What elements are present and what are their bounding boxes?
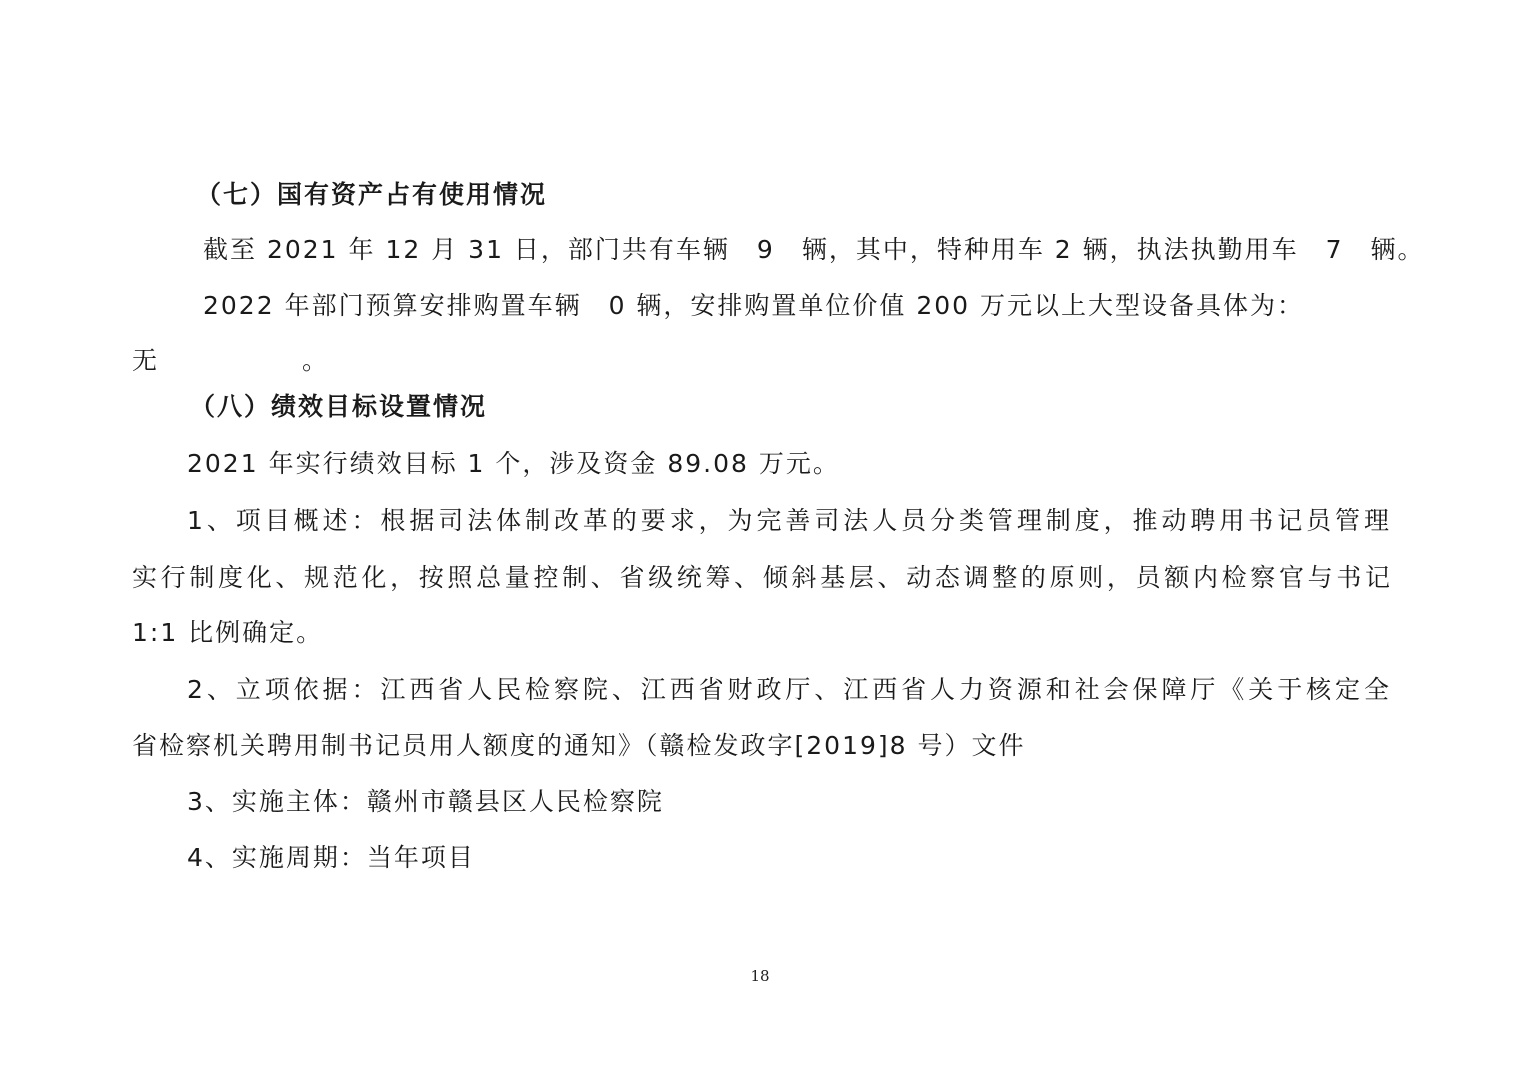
vehicle-count-text: 截至 2021 年 12 月 31 日，部门共有车辆 9 辆，其中，特种用车 2 辆，执法执勤用车 7 辆。 <box>203 235 1425 264</box>
section-8-heading: （八）绩效目标设置情况 <box>190 392 488 421</box>
item-4-text: 4、实施周期：当年项目 <box>187 843 475 872</box>
performance-summary-text: 2021 年实行绩效目标 1 个，涉及资金 89.08 万元。 <box>187 449 840 478</box>
vehicle-purchase-text: 2022 年部门预算安排购置车辆 0 辆，安排购置单位价值 200 万元以上大型设备具体为： <box>203 291 1305 320</box>
item-3-text: 3、实施主体：赣州市赣县区人民检察院 <box>187 787 664 816</box>
item-1-line-3: 1:1 比例确定。 <box>132 618 324 647</box>
item-2-line-1: 2、立项依据：江西省人民检察院、江西省财政厅、江西省人力资源和社会保障厅《关于核定全 <box>187 675 1389 704</box>
page-number: 18 <box>750 967 770 985</box>
item-2-line-2: 省检察机关聘用制书记员用人额度的通知》（赣检发政字[2019]8 号）文件 <box>132 731 1026 760</box>
section-7-heading: （七）国有资产占有使用情况 <box>196 180 548 209</box>
equipment-value-end-mark: 。 <box>302 346 330 375</box>
item-1-line-2: 实行制度化、规范化，按照总量控制、省级统筹、倾斜基层、动态调整的原则，员额内检察官与书记 <box>132 563 1390 592</box>
item-1-line-1: 1、项目概述：根据司法体制改革的要求，为完善司法人员分类管理制度，推动聘用书记员管理 <box>187 506 1389 535</box>
equipment-value-text: 无 <box>132 346 160 375</box>
